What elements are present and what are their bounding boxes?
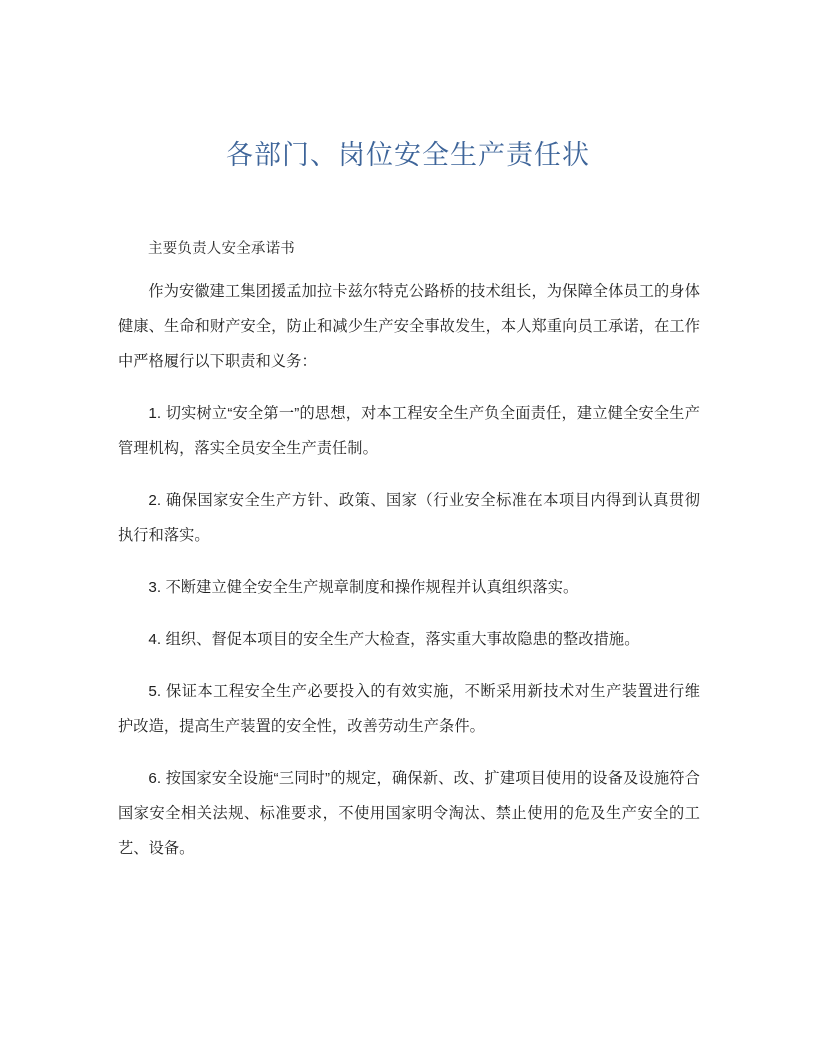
paragraph: 1. 切实树立“安全第一”的思想，对本工程安全生产负全面责任，建立健全安全生产管理机构，落实全员安全生产责任制。 xyxy=(118,405,700,457)
document-body xyxy=(118,238,700,866)
paragraph: 5. 保证本工程安全生产必要投入的有效实施，不断采用新技术对生产装置进行维护改造，提高生产装置的安全性，改善劳动生产条件。 xyxy=(118,683,700,735)
paragraph: 6. 按国家安全设施“三同时”的规定，确保新、改、扩建项目使用的设备及设施符合国家安全相关法规、标准要求，不使用国家明令淘汰、禁止使用的危及生产安全的工艺、设备。 xyxy=(118,770,700,857)
paragraph: 4. 组织、督促本项目的安全生产大检查，落实重大事故隐患的整改措施。 xyxy=(148,631,640,648)
paragraph: 2. 确保国家安全生产方针、政策、国家（行业安全标准在本项目内得到认真贯彻执行和落实。 xyxy=(118,492,700,544)
paragraph: 作为安徽建工集团援孟加拉卡兹尔特克公路桥的技术组长，为保障全体员工的身体健康、生命和财产安全，防止和减少生产安全事故发生，本人郑重向员工承诺，在工作中严格履行以下职责和义务： xyxy=(118,283,700,370)
section-heading: 主要负责人安全承诺书 xyxy=(148,241,295,257)
paragraph: 3. 不断建立健全安全生产规章制度和操作规程并认真组织落实。 xyxy=(148,579,579,596)
page-title: 各部门、岗位安全生产责任状 xyxy=(226,140,590,171)
